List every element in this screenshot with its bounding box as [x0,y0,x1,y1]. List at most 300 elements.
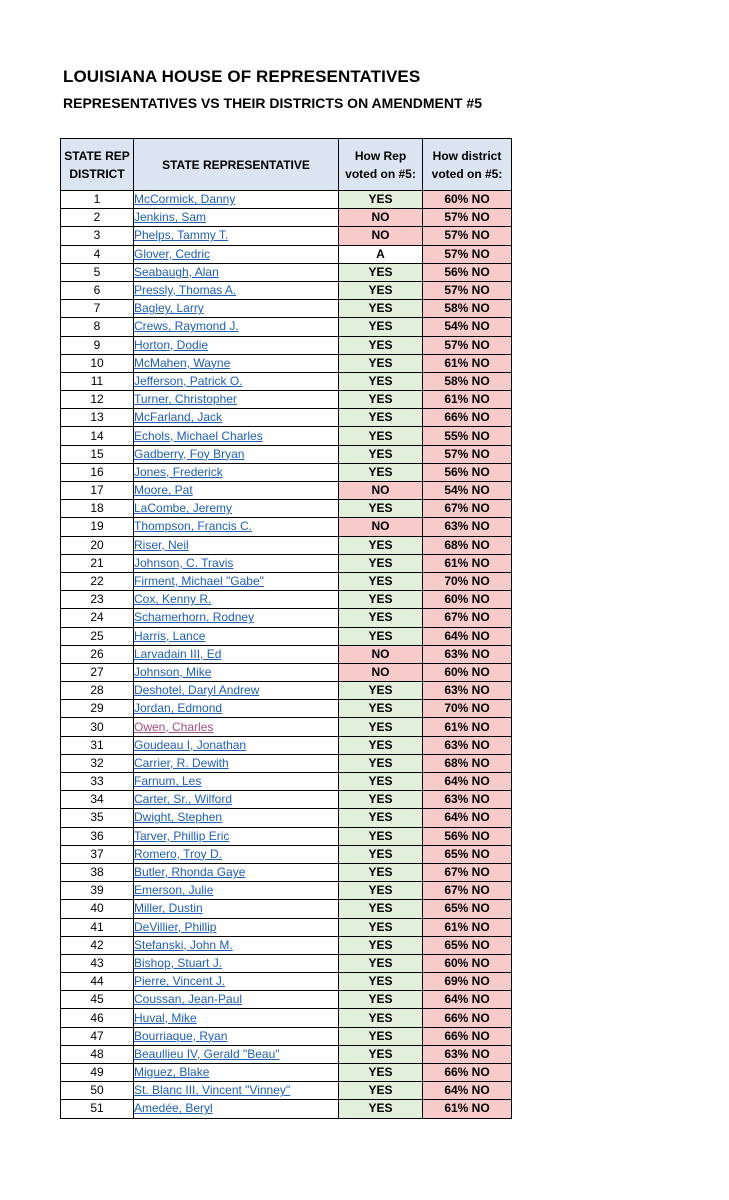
representative-cell [134,409,339,427]
district-number: 13 [61,409,134,427]
district-vote: 68% NO [423,536,512,554]
district-vote: 58% NO [423,372,512,390]
representative-cell [134,700,339,718]
rep-vote: YES [339,627,423,645]
representative-cell [134,645,339,663]
table-row [61,463,512,481]
district-vote: 57% NO [423,209,512,227]
district-vote: 64% NO [423,1082,512,1100]
representative-link[interactable]: McFarland, Jack [134,410,223,425]
table-row [61,445,512,463]
table-row [61,736,512,754]
district-vote: 65% NO [423,845,512,863]
district-vote: 64% NO [423,809,512,827]
rep-vote: YES [339,372,423,390]
district-number: 44 [61,973,134,991]
table-row [61,645,512,663]
representative-cell [134,845,339,863]
table-row [61,372,512,390]
table-row [61,191,512,209]
district-number: 28 [61,682,134,700]
district-number: 3 [61,227,134,245]
district-vote: 57% NO [423,245,512,263]
district-number: 30 [61,718,134,736]
representative-link[interactable]: Horton, Dodie [134,337,209,352]
rep-vote: YES [339,754,423,772]
district-vote: 64% NO [423,627,512,645]
rep-vote: YES [339,991,423,1009]
representative-link[interactable]: Carter, Sr., Wilford [134,792,233,807]
district-number: 4 [61,245,134,263]
rep-vote: YES [339,191,423,209]
representative-cell [134,991,339,1009]
table-row [61,209,512,227]
representatives-table [60,138,512,1119]
district-number: 17 [61,482,134,500]
table-row [61,354,512,372]
district-number: 26 [61,645,134,663]
rep-vote: YES [339,827,423,845]
header-representative: STATE REPRESENTATIVE [134,139,339,191]
representative-link[interactable]: Jones, Frederick [134,464,223,479]
representative-link[interactable]: Larvadain III, Ed [134,646,222,661]
rep-vote: YES [339,973,423,991]
district-number: 12 [61,391,134,409]
representative-link[interactable]: Owen, Charles [134,719,214,734]
rep-vote: YES [339,1100,423,1118]
district-vote: 67% NO [423,863,512,881]
district-number: 15 [61,445,134,463]
rep-vote: YES [339,700,423,718]
representative-cell [134,445,339,463]
representative-link[interactable]: Pressly, Thomas A. [134,283,237,298]
representative-cell [134,245,339,263]
representative-link[interactable]: Firment, Michael "Gabe" [134,574,264,589]
table-row [61,863,512,881]
representative-link[interactable]: Romero, Troy D. [134,846,223,861]
representative-link[interactable]: Emerson, Julie [134,883,214,898]
rep-vote: YES [339,1064,423,1082]
representative-link[interactable]: McCormick, Danny [134,192,236,207]
district-vote: 67% NO [423,882,512,900]
table-row [61,700,512,718]
rep-vote: NO [339,209,423,227]
table-row [61,591,512,609]
representative-link[interactable]: Moore, Pat [134,483,193,498]
representative-link[interactable]: Coussan, Jean-Paul [134,992,243,1007]
representative-link[interactable]: Pierre, Vincent J. [134,974,226,989]
district-vote: 66% NO [423,1009,512,1027]
district-number: 22 [61,572,134,590]
representative-cell [134,954,339,972]
rep-vote: NO [339,663,423,681]
representative-cell [134,882,339,900]
representative-link[interactable]: Johnson, C. Travis [134,555,234,570]
representative-link[interactable]: Seabaugh, Alan [134,264,219,279]
district-number: 33 [61,773,134,791]
representative-link[interactable]: Farnum, Les [134,774,202,789]
district-vote: 57% NO [423,227,512,245]
representative-cell [134,773,339,791]
representative-link[interactable]: Stefanski, John M. [134,937,233,952]
representative-cell [134,227,339,245]
table-row [61,663,512,681]
representative-cell [134,1082,339,1100]
table-row [61,263,512,281]
representative-cell [134,718,339,736]
district-vote: 67% NO [423,609,512,627]
representative-link[interactable]: Miller, Dustin [134,901,203,916]
district-vote: 63% NO [423,682,512,700]
rep-vote: YES [339,718,423,736]
rep-vote: YES [339,954,423,972]
representative-cell [134,536,339,554]
district-vote: 61% NO [423,391,512,409]
representative-cell [134,281,339,299]
representative-cell [134,500,339,518]
table-row [61,1009,512,1027]
rep-vote: YES [339,863,423,881]
table-row [61,391,512,409]
district-number: 45 [61,991,134,1009]
district-number: 18 [61,500,134,518]
header-district-vote [423,139,512,191]
representative-link[interactable]: Schamerhorn, Rodney [134,610,255,625]
rep-vote: NO [339,482,423,500]
rep-vote: YES [339,318,423,336]
district-vote: 64% NO [423,991,512,1009]
representative-link[interactable]: Bishop, Stuart J. [134,955,223,970]
header-district [61,139,134,191]
district-vote: 70% NO [423,572,512,590]
district-vote: 57% NO [423,336,512,354]
rep-vote: YES [339,809,423,827]
rep-vote: YES [339,609,423,627]
representative-link[interactable]: DeVillier, Phillip [134,919,217,934]
rep-vote: YES [339,918,423,936]
rep-vote: YES [339,554,423,572]
district-number: 36 [61,827,134,845]
rep-vote: YES [339,445,423,463]
district-number: 5 [61,263,134,281]
representative-link[interactable]: Jefferson, Patrick O. [134,373,243,388]
table-row [61,518,512,536]
district-vote: 64% NO [423,773,512,791]
district-vote: 55% NO [423,427,512,445]
representative-cell [134,918,339,936]
rep-vote: YES [339,336,423,354]
district-vote: 54% NO [423,318,512,336]
rep-vote: YES [339,1027,423,1045]
district-vote: 61% NO [423,354,512,372]
district-vote: 63% NO [423,736,512,754]
representative-cell [134,354,339,372]
district-vote: 63% NO [423,518,512,536]
table-row [61,754,512,772]
rep-vote: NO [339,518,423,536]
representative-cell [134,936,339,954]
table-row [61,627,512,645]
representative-link[interactable]: Beaullieu IV, Gerald "Beau" [134,1046,280,1061]
representative-cell [134,336,339,354]
table-row [61,973,512,991]
representative-link[interactable]: Turner, Christopher [134,392,237,407]
rep-vote: YES [339,682,423,700]
representative-cell [134,663,339,681]
rep-vote: YES [339,882,423,900]
table-row [61,409,512,427]
rep-vote: YES [339,791,423,809]
header-district-vote-line2: voted on #5: [431,166,503,181]
representative-link[interactable]: Bourriaque, Ryan [134,1028,228,1043]
representative-cell [134,1100,339,1118]
district-vote: 58% NO [423,300,512,318]
district-number: 7 [61,300,134,318]
representative-cell [134,318,339,336]
rep-vote: YES [339,591,423,609]
representative-link[interactable]: Glover, Cedric [134,246,211,261]
rep-vote: YES [339,1045,423,1063]
district-number: 31 [61,736,134,754]
header-rep-vote-line2: voted on #5: [345,166,416,181]
representative-link[interactable]: Crews, Raymond J. [134,319,239,334]
table-row [61,718,512,736]
table-row [61,1064,512,1082]
representative-cell [134,1064,339,1082]
district-number: 24 [61,609,134,627]
representative-link[interactable]: LaCombe, Jeremy [134,501,233,516]
representative-cell [134,263,339,281]
rep-vote: YES [339,463,423,481]
document-subtitle: REPRESENTATIVES VS THEIR DISTRICTS ON AMENDMENT #5 [63,95,483,111]
district-number: 29 [61,700,134,718]
representative-link[interactable]: Jordan, Edmond [134,701,223,716]
table-row [61,827,512,845]
rep-vote: YES [339,391,423,409]
representative-cell [134,973,339,991]
district-number: 16 [61,463,134,481]
table-row [61,682,512,700]
table-row [61,536,512,554]
district-number: 39 [61,882,134,900]
district-vote: 63% NO [423,791,512,809]
district-number: 38 [61,863,134,881]
rep-vote: A [339,245,423,263]
district-number: 50 [61,1082,134,1100]
representative-cell [134,1045,339,1063]
rep-vote: YES [339,572,423,590]
representative-link[interactable]: Huval, Mike [134,1010,197,1025]
district-number: 10 [61,354,134,372]
rep-vote: YES [339,900,423,918]
district-vote: 57% NO [423,281,512,299]
representative-cell [134,1009,339,1027]
rep-vote: YES [339,354,423,372]
representative-cell [134,827,339,845]
district-number: 23 [61,591,134,609]
header-district-line1: STATE REP [64,148,130,163]
district-vote: 60% NO [423,591,512,609]
representative-link[interactable]: Harris, Lance [134,628,206,643]
district-number: 37 [61,845,134,863]
table-row [61,281,512,299]
rep-vote: YES [339,263,423,281]
table-row [61,227,512,245]
table-row [61,954,512,972]
representative-cell [134,682,339,700]
table-row [61,918,512,936]
representative-link[interactable]: Jenkins, Sam [134,210,207,225]
district-vote: 57% NO [423,445,512,463]
representative-cell [134,591,339,609]
rep-vote: YES [339,736,423,754]
representative-link[interactable]: Tarver, Phillip Eric [134,828,230,843]
table-row [61,609,512,627]
table-row [61,900,512,918]
table-row [61,500,512,518]
district-number: 19 [61,518,134,536]
table-header-row [61,139,512,191]
representative-link[interactable]: Deshotel, Daryl Andrew [134,683,260,698]
header-rep-vote-line1: How Rep [354,148,407,163]
rep-vote: YES [339,536,423,554]
rep-vote: YES [339,1009,423,1027]
district-vote: 56% NO [423,263,512,281]
district-vote: 66% NO [423,409,512,427]
district-vote: 67% NO [423,500,512,518]
representative-link[interactable]: Butler, Rhonda Gaye [134,865,246,880]
rep-vote: YES [339,409,423,427]
table-row [61,245,512,263]
representative-link[interactable]: Amedée, Beryl [134,1101,213,1116]
district-vote: 63% NO [423,645,512,663]
representative-cell [134,809,339,827]
representative-cell [134,736,339,754]
rep-vote: YES [339,427,423,445]
representative-link[interactable]: Goudeau I, Jonathan [134,737,247,752]
header-rep-vote [339,139,423,191]
rep-vote: YES [339,281,423,299]
representative-cell [134,482,339,500]
district-number: 21 [61,554,134,572]
table-row [61,427,512,445]
district-vote: 65% NO [423,900,512,918]
rep-vote: YES [339,500,423,518]
district-number: 47 [61,1027,134,1045]
representative-link[interactable]: St. Blanc III, Vincent "Vinney" [134,1083,291,1098]
representative-cell [134,791,339,809]
table-row [61,318,512,336]
rep-vote: NO [339,645,423,663]
table-row [61,1082,512,1100]
district-number: 40 [61,900,134,918]
representative-link[interactable]: Johnson, Mike [134,664,212,679]
representative-cell [134,391,339,409]
district-vote: 56% NO [423,463,512,481]
representative-cell [134,900,339,918]
table-row [61,791,512,809]
district-vote: 63% NO [423,1045,512,1063]
representative-cell [134,572,339,590]
district-number: 41 [61,918,134,936]
district-number: 20 [61,536,134,554]
table-row [61,1045,512,1063]
district-vote: 60% NO [423,663,512,681]
representative-link[interactable]: Riser, Neil [134,537,189,552]
representative-link[interactable]: Cox, Kenny R. [134,592,212,607]
district-number: 11 [61,372,134,390]
district-vote: 65% NO [423,936,512,954]
representative-cell [134,518,339,536]
rep-vote: YES [339,300,423,318]
representative-link[interactable]: Miguez, Blake [134,1065,210,1080]
district-vote: 69% NO [423,973,512,991]
district-number: 46 [61,1009,134,1027]
representative-cell [134,191,339,209]
district-vote: 56% NO [423,827,512,845]
representative-cell [134,554,339,572]
district-number: 32 [61,754,134,772]
representative-cell [134,863,339,881]
district-number: 25 [61,627,134,645]
district-vote: 66% NO [423,1027,512,1045]
table-row [61,882,512,900]
table-row [61,1100,512,1118]
representative-link[interactable]: Dwight, Stephen [134,810,223,825]
table-row [61,1027,512,1045]
district-number: 1 [61,191,134,209]
representative-cell [134,627,339,645]
representative-link[interactable]: Bagley, Larry [134,301,204,316]
district-vote: 66% NO [423,1064,512,1082]
table-row [61,991,512,1009]
district-number: 27 [61,663,134,681]
representative-cell [134,300,339,318]
representative-link[interactable]: Gadberry, Foy Bryan [134,446,245,461]
representative-cell [134,209,339,227]
rep-vote: YES [339,936,423,954]
representative-cell [134,609,339,627]
district-vote: 68% NO [423,754,512,772]
table-row [61,336,512,354]
representative-link[interactable]: Carrier, R. Dewith [134,755,229,770]
district-number: 49 [61,1064,134,1082]
district-vote: 61% NO [423,718,512,736]
table-row [61,572,512,590]
header-district-line2: DISTRICT [69,166,125,181]
district-number: 43 [61,954,134,972]
district-number: 42 [61,936,134,954]
rep-vote: YES [339,773,423,791]
table-row [61,300,512,318]
representative-cell [134,754,339,772]
district-vote: 61% NO [423,554,512,572]
district-vote: 60% NO [423,954,512,972]
table-row [61,482,512,500]
representative-cell [134,1027,339,1045]
district-number: 14 [61,427,134,445]
district-number: 35 [61,809,134,827]
table-row [61,554,512,572]
district-number: 48 [61,1045,134,1063]
representative-link[interactable]: Thompson, Francis C. [134,519,253,534]
rep-vote: YES [339,845,423,863]
representative-link[interactable]: Echols, Michael Charles [134,428,263,443]
representative-link[interactable]: Phelps, Tammy T. [134,228,229,243]
table-row [61,936,512,954]
representative-link[interactable]: McMahen, Wayne [134,355,231,370]
district-number: 34 [61,791,134,809]
